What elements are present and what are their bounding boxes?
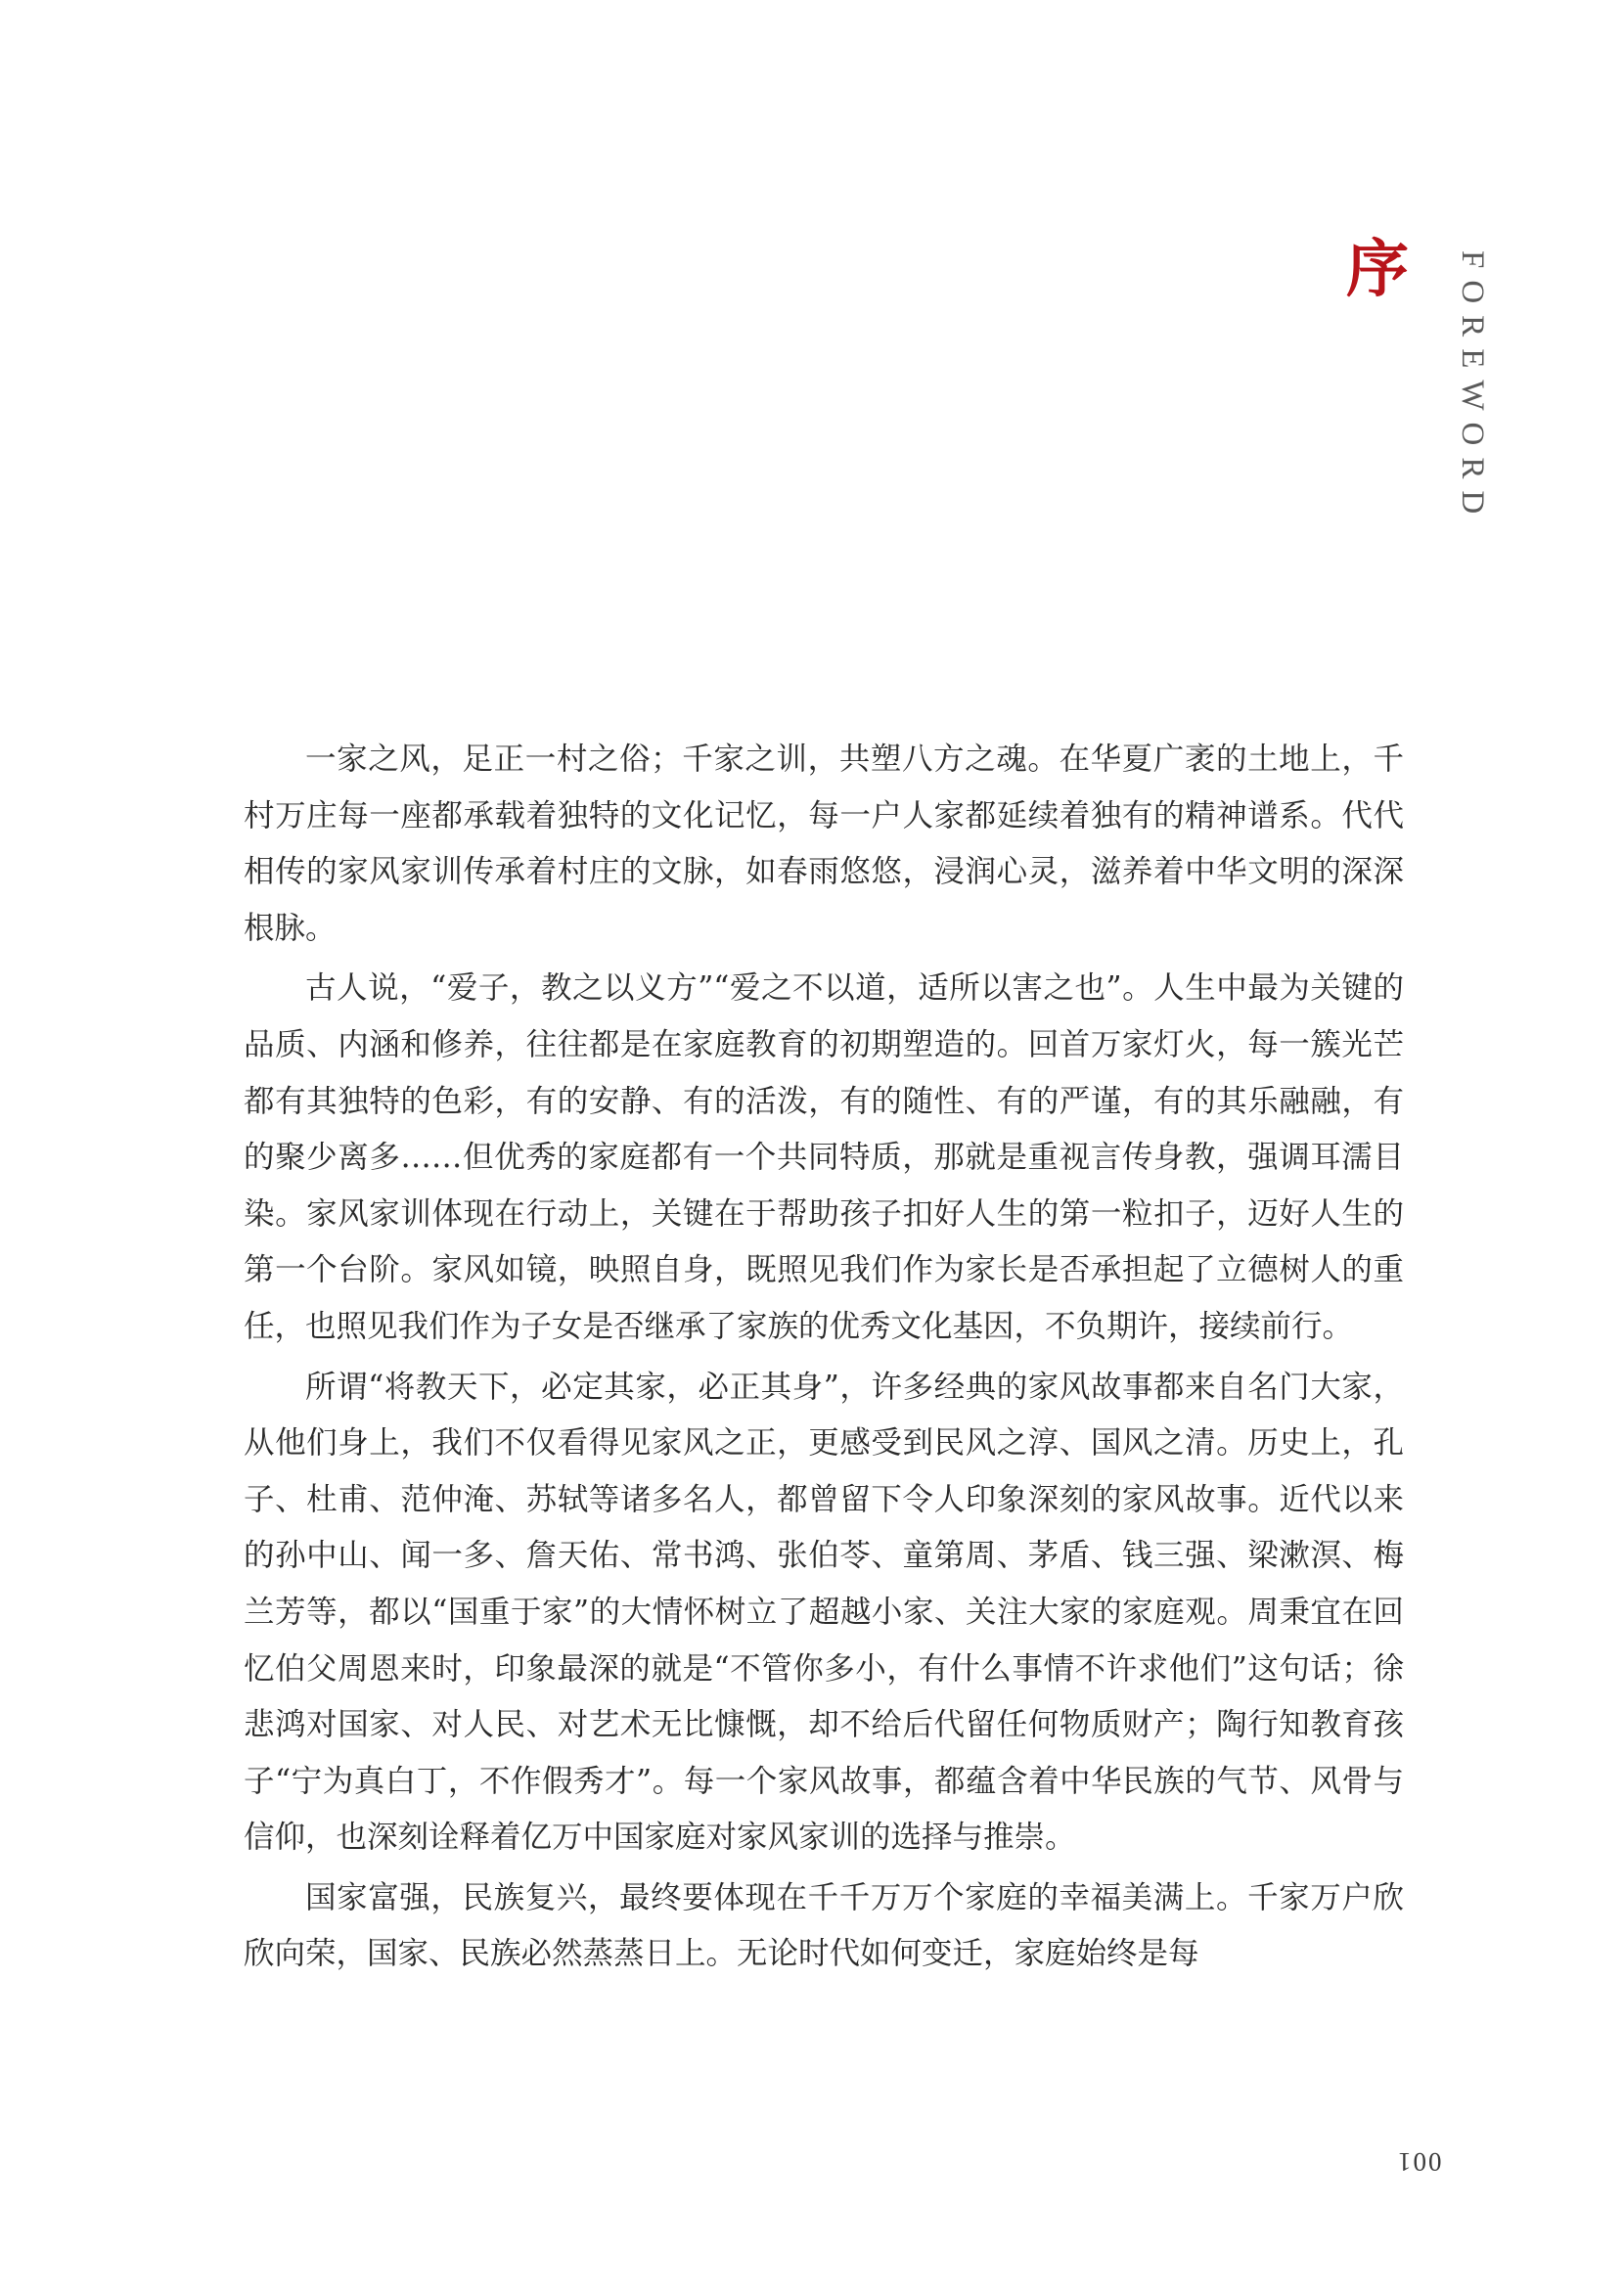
section-title-english: FOREWORD [1455,250,1490,526]
foreword-body [244,732,1404,1987]
paragraph: 国家富强，民族复兴，最终要体现在千千万万个家庭的幸福美满上。千家万户欣欣向荣，国家、民族必然蒸蒸日上。无论时代如何变迁，家庭始终是每 [244,1879,1404,1972]
paragraph: 古人说，“爱子，教之以义方”“爱之不以道，适所以害之也”。人生中最为关键的品质、内涵和修养，往往都是在家庭教育的初期塑造的。回首万家灯火，每一簇光芒都有其独特的色彩，有的安静、有的活泼，有的随性、有的严谨，有的其乐融融，有的聚少离多……但优秀的家庭都有一个共同特质，那就是重视言传身教，强调耳濡目染。家风家训体现在行动上，关键在于帮助孩子扣好人生的第一粒扣子，迈好人生的第一个台阶。家风如镜，映照自身，既照见我们作为家长是否承担起了立德树人的重任，也照见我们作为子女是否继承了家族的优秀文化基因，不负期许，接续前行。 [244,970,1404,1344]
paragraph: 所谓“将教天下，必定其家，必正其身”，许多经典的家风故事都来自名门大家，从他们身上，我们不仅看得见家风之正，更感受到民风之淳、国风之清。历史上，孔子、杜甫、范仲淹、苏轼等诸多名人，都曾留下令人印象深刻的家风故事。近代以来的孙中山、闻一多、詹天佑、常书鸿、张伯苓、童第周、茅盾、钱三强、梁漱溟、梅兰芳等，都以“国重于家”的大情怀树立了超越小家、关注大家的家庭观。周秉宜在回忆伯父周恩来时，印象最深的就是“不管你多小，有什么事情不许求他们”这句话；徐悲鸿对国家、对人民、对艺术无比慷慨，却不给后代留任何物质财产；陶行知教育孩子“宁为真白丁，不作假秀才”。每一个家风故事，都蕴含着中华民族的气节、风骨与信仰，也深刻诠释着亿万中国家庭对家风家训的选择与推崇。 [244,1369,1404,1856]
page-number: 001 [1396,2147,1442,2177]
paragraph: 一家之风，足正一村之俗；千家之训，共塑八方之魂。在华夏广袤的土地上，千村万庄每一座都承载着独特的文化记忆，每一户人家都延续着独有的精神谱系。代代相传的家风家训传承着村庄的文脉，如春雨悠悠，浸润心灵，滋养着中华文明的深深根脉。 [244,742,1404,946]
section-title-chinese: 序 [1346,233,1409,306]
